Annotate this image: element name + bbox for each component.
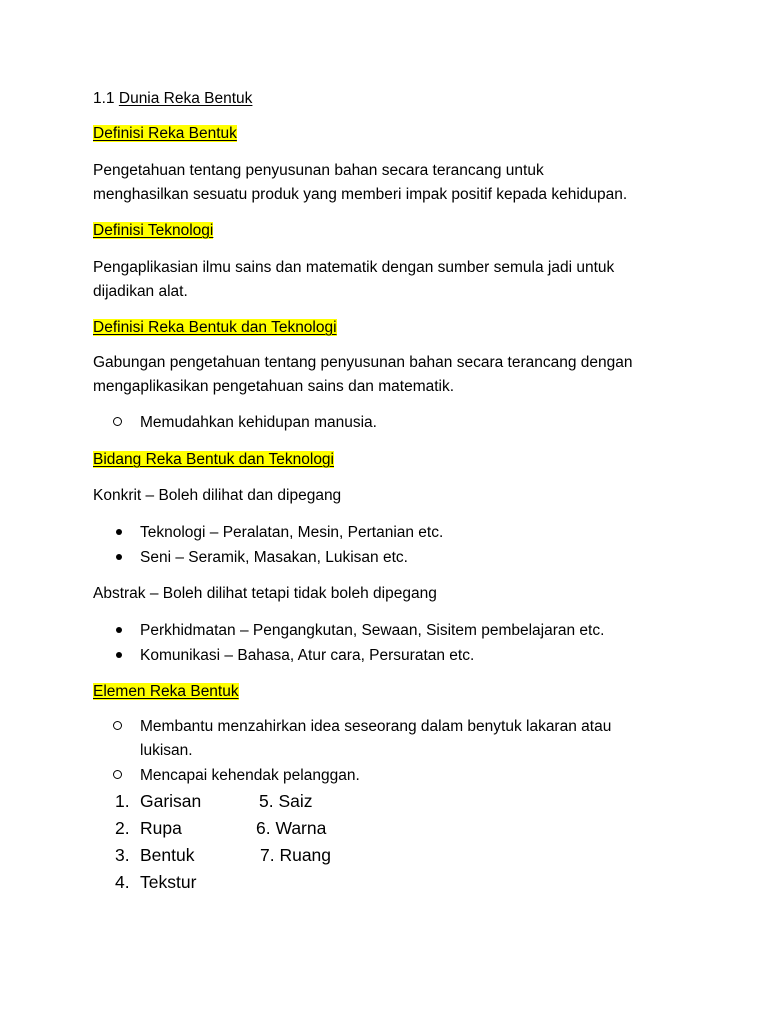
item-text: Tekstur: [140, 872, 197, 892]
section-number: 1.1: [93, 90, 115, 107]
abstrak-label: Abstrak – Boleh dilihat tetapi tidak boleh dipegang: [93, 585, 437, 602]
paragraph-line: Gabungan pengetahuan tentang penyusunan bahan secara terancang dengan: [93, 354, 633, 371]
heading-elemen: [93, 680, 239, 704]
list-item-text: Teknologi – Peralatan, Mesin, Pertanian etc.: [140, 524, 444, 541]
item-text: Garisan: [140, 791, 202, 811]
paragraph-line: dijadikan alat.: [93, 283, 188, 300]
heading-bidang: [93, 448, 334, 472]
list-item-text: Perkhidmatan – Pengangkutan, Sewaan, Sisitem pembelajaran etc.: [140, 622, 605, 639]
item-text: Rupa: [140, 818, 182, 838]
item-text-second: 5. Saiz: [259, 791, 313, 811]
bullet-dot-icon: [113, 619, 133, 643]
section-title: [93, 87, 252, 111]
heading-definisi-teknologi: [93, 219, 213, 243]
heading-text: Elemen Reka Bentuk: [93, 683, 239, 700]
bullet-dot-icon: [113, 546, 133, 570]
heading-definisi-rbt: [93, 316, 337, 340]
heading-text: Definisi Reka Bentuk: [93, 125, 237, 142]
list-item-text: Komunikasi – Bahasa, Atur cara, Persuratan etc.: [140, 647, 475, 664]
hollow-circle-bullet-icon: [113, 764, 133, 788]
heading-definisi-reka-bentuk: [93, 122, 237, 146]
paragraph-line: menghasilkan sesuatu produk yang memberi impak positif kepada kehidupan.: [93, 186, 628, 203]
heading-text: Definisi Reka Bentuk dan Teknologi: [93, 319, 337, 336]
paragraph-line: Pengaplikasian ilmu sains dan matematik dengan sumber semula jadi untuk: [93, 259, 615, 276]
list-item-text: Seni – Seramik, Masakan, Lukisan etc.: [140, 549, 408, 566]
paragraph-line: Pengetahuan tentang penyusunan bahan secara terancang untuk: [93, 162, 544, 179]
list-item-text: Membantu menzahirkan idea seseorang dalam benytuk lakaran atau: [140, 718, 612, 735]
hollow-circle-bullet-icon: [113, 411, 133, 435]
item-number: 4.: [115, 872, 130, 892]
heading-text: Definisi Teknologi: [93, 222, 214, 239]
item-text: Bentuk: [140, 845, 195, 865]
item-number: 1.: [115, 791, 130, 811]
item-number: 3.: [115, 845, 130, 865]
bullet-dot-icon: [113, 644, 133, 668]
item-text-second: 7. Ruang: [260, 845, 332, 865]
list-item-text: lukisan.: [140, 742, 193, 759]
list-item-text: Mencapai kehendak pelanggan.: [140, 767, 360, 784]
bullet-dot-icon: [113, 521, 133, 545]
item-number: 2.: [115, 818, 130, 838]
item-text-second: 6. Warna: [256, 818, 327, 838]
section-title-text: Dunia Reka Bentuk: [118, 90, 253, 107]
konkrit-label: Konkrit – Boleh dilihat dan dipegang: [93, 487, 342, 504]
paragraph-line: mengaplikasikan pengetahuan sains dan matematik.: [93, 378, 455, 395]
hollow-circle-bullet-icon: [113, 715, 133, 739]
list-item-text: Memudahkan kehidupan manusia.: [140, 414, 377, 431]
heading-text: Bidang Reka Bentuk dan Teknologi: [93, 451, 334, 468]
